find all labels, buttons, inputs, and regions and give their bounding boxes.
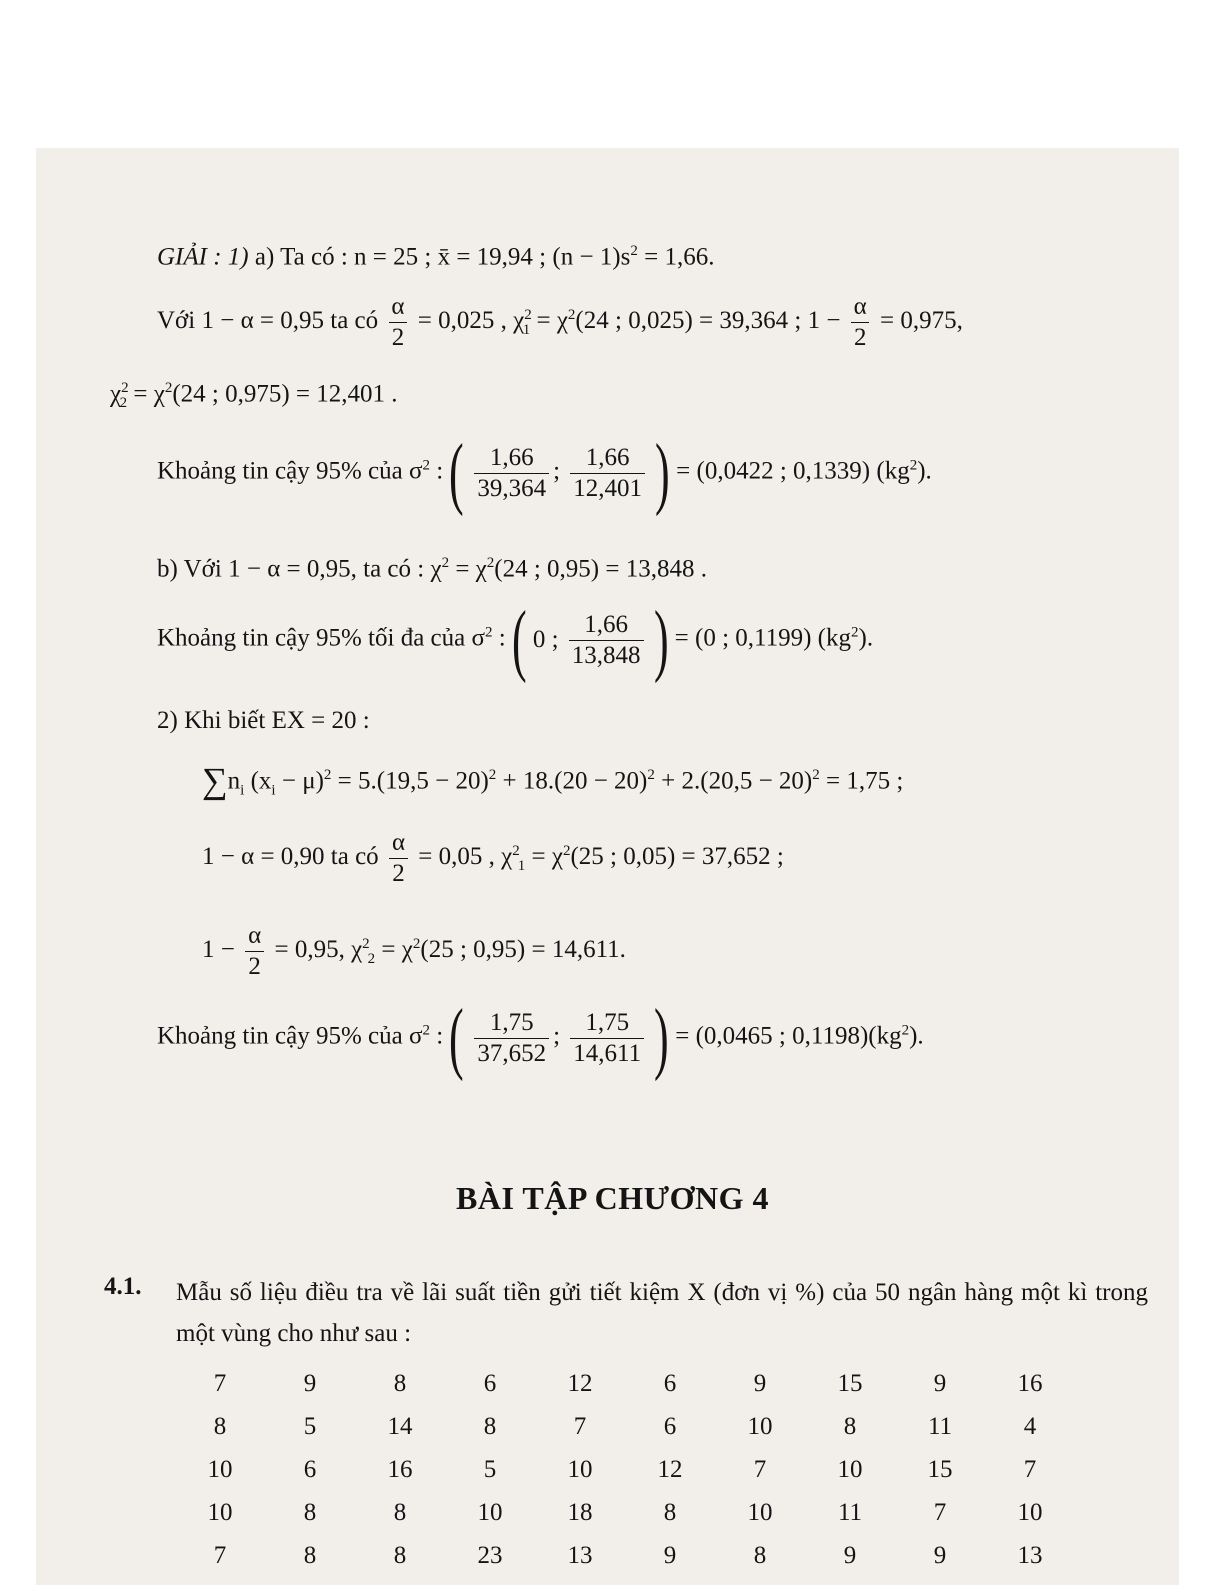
solution-line-1: GIẢI : 1) a) Ta có : n = 25 ; x̄ = 19,94 ; $(n - 1)s^2 = 1,66$. xyxy=(157,243,715,271)
solution-line-3: $\chi^2_2 = \chi^2(24$ ; 0,975) = 12,401 . xyxy=(110,380,398,412)
solution-line-4: Khoảng tin cậy 95% của $\sigma^2$ : ( $\frac{1,66}{39,364}$ ; $\frac{1,66}{12,401}$ ) = (0,0422 ; 0,1339) $(kg^2)$. xyxy=(157,429,932,517)
frac-den: 39,364 xyxy=(474,473,549,504)
line-4-result: = (0,0422 ; 0,1339) (kg xyxy=(676,457,910,485)
line-6-result: = (0 ; 0,1199) (kg xyxy=(674,624,851,652)
solution-line-7 xyxy=(157,706,370,736)
table-cell: 7 xyxy=(933,1498,947,1526)
term-1: = 5.(19,5 − 20) xyxy=(331,767,489,795)
table-cell: 8 xyxy=(303,1498,317,1526)
line-5-eq: = χ xyxy=(449,555,487,583)
line-4-end: ). xyxy=(917,457,932,485)
line-10-chi: = 0,95, χ xyxy=(274,936,363,964)
table-cell: 8 xyxy=(213,1412,227,1440)
table-cell: 6 xyxy=(663,1369,677,1397)
table-cell: 5 xyxy=(303,1412,317,1440)
section-title: BÀI TẬP CHƯƠNG 4 xyxy=(456,1180,769,1216)
line-11-text: Khoảng tin cậy 95% của σ xyxy=(157,1022,423,1050)
left-paren: ( xyxy=(449,994,465,1082)
frac-den: 2 xyxy=(389,322,408,353)
table-cell: 8 xyxy=(393,1541,407,1569)
exercise-text: Mẫu số liệu điều tra về lãi suất tiền gửi tiết kiệm X (đơn vị %) của 50 ngân hàng một kì trong một vùng cho như sau : xyxy=(176,1279,1148,1347)
table-cell: 5 xyxy=(483,1455,497,1483)
solution-line-9: 1 − α = 0,90 ta có $\frac{\alpha}{2}$ = 0,05 , $\chi^2_1 = \chi^2(25$ ; 0,05) = 37,652 ; xyxy=(202,829,784,887)
table-row xyxy=(175,1405,1075,1448)
table-cell: 7 xyxy=(213,1541,227,1569)
line-9-value: (25 ; 0,05) = 37,652 ; xyxy=(570,843,784,871)
fraction-1 xyxy=(474,1008,549,1069)
term-3: + 2.(20,5 − 20) xyxy=(654,767,813,795)
table-cell: 6 xyxy=(303,1455,317,1483)
fraction-2 xyxy=(570,1008,644,1069)
table-cell: 18 xyxy=(567,1498,593,1526)
line-4-colon: : xyxy=(429,457,444,485)
table-cell: 9 xyxy=(933,1541,947,1569)
table-row xyxy=(175,1362,1075,1405)
line-10-eq: = χ xyxy=(375,936,413,964)
line-3-eq: = χ xyxy=(127,380,165,408)
frac-den: 12,401 xyxy=(570,473,645,504)
table-cell: 11 xyxy=(837,1498,863,1526)
solution-line-10: 1 − $\frac{\alpha}{2}$ = 0,95, $\chi^2_2 = \chi^2(25$ ; 0,95) = 14,611. xyxy=(202,922,626,980)
line-5-value: (24 ; 0,95) = 13,848 . xyxy=(494,555,707,583)
table-cell: 8 xyxy=(303,1541,317,1569)
table-row xyxy=(175,1534,1075,1577)
line-5-text: b) Với 1 − α = 0,95, ta có : χ xyxy=(157,555,442,583)
table-cell: 16 xyxy=(1017,1369,1043,1397)
line-2-chi1: = 0,025 , χ xyxy=(417,307,525,335)
line-6-text: Khoảng tin cậy 95% tối đa của σ xyxy=(157,624,485,652)
line-6-end: ). xyxy=(858,624,874,652)
solution-line-8: $\sum n_i$ $(x_i - \mu)^2 = 5.(19,5 - 20)^2 + 18.(20 - 20)^2 + 2.(20,5 - 20)^2 = 1,75$ ; xyxy=(202,760,904,801)
table-cell: 10 xyxy=(567,1455,593,1483)
line-2-end: = 0,975, xyxy=(880,307,963,335)
line-11-end: ). xyxy=(909,1022,924,1050)
table-cell: 8 xyxy=(483,1412,497,1440)
table-cell: 9 xyxy=(303,1369,317,1397)
line-2-value: (24 ; 0,025) = 39,364 ; 1 − xyxy=(575,307,841,335)
line-3-chi2: χ xyxy=(110,380,122,408)
line-11-result: = (0,0465 ; 0,1198)(kg xyxy=(675,1022,902,1050)
table-cell: 14 xyxy=(387,1412,413,1440)
table-cell: 12 xyxy=(567,1369,593,1397)
n-i: n xyxy=(227,767,241,795)
table-cell: 10 xyxy=(477,1498,503,1526)
table-cell: 7 xyxy=(213,1369,227,1397)
data-table xyxy=(175,1362,1075,1577)
frac-den: 2 xyxy=(851,322,870,353)
table-cell: 11 xyxy=(927,1412,953,1440)
table-cell: 10 xyxy=(747,1412,773,1440)
table-cell: 10 xyxy=(207,1498,233,1526)
solution-line-2: Với 1 − α = 0,95 ta có $\frac{\alpha}{2}$ = 0,025 , $\chi^2_1 = \chi^2(24$ ; 0,025) = 39,364 ; 1 − $\frac{\alpha}{2}$ = 0,975, xyxy=(157,293,963,351)
table-cell: 8 xyxy=(843,1412,857,1440)
line-6-colon: : xyxy=(492,624,506,652)
line-1-tail: = 1,66. xyxy=(637,243,715,271)
exercise-number: 4.1. xyxy=(104,1273,142,1300)
line-9-chi: = 0,05 , χ xyxy=(418,843,513,871)
left-paren: ( xyxy=(449,429,465,517)
fraction-alpha-over-2 xyxy=(389,828,408,889)
line-7-text: 2) Khi biết EX = 20 : xyxy=(157,707,370,734)
line-8-result: = 1,75 ; xyxy=(819,767,904,795)
frac-den: 14,611 xyxy=(570,1038,644,1069)
line-3-value: (24 ; 0,975) = 12,401 . xyxy=(172,380,398,408)
table-cell: 6 xyxy=(663,1412,677,1440)
table-row xyxy=(175,1448,1075,1491)
table-cell: 9 xyxy=(933,1369,947,1397)
solution-heading: GIẢI : 1) xyxy=(157,243,249,271)
minus-mu: − μ) xyxy=(275,767,324,795)
fraction-2 xyxy=(570,443,645,504)
fraction-alpha-over-2 xyxy=(388,292,407,353)
frac-num: α xyxy=(391,829,406,856)
left-paren: ( xyxy=(511,596,527,684)
table-cell: 15 xyxy=(837,1369,863,1397)
line-9-eq: = χ xyxy=(525,843,563,871)
term-2: + 18.(20 − 20) xyxy=(496,767,648,795)
fraction-alpha-over-2 xyxy=(245,921,264,982)
frac-num: 1,66 xyxy=(585,443,630,471)
line-2-eq: = χ xyxy=(530,307,568,335)
line-1-text: a) Ta có : n = 25 ; x̄ = 19,94 ; (n − 1)s xyxy=(254,243,631,271)
table-cell: 9 xyxy=(663,1541,677,1569)
solution-line-6: Khoảng tin cậy 95% tối đa của $\sigma^2$ : ( 0 ; $\frac{1,66}{13,848}$ ) = (0 ; 0,1199) $(kg^2)$. xyxy=(157,596,874,684)
table-cell: 8 xyxy=(393,1369,407,1397)
frac-den: 2 xyxy=(245,951,264,982)
table-cell: 10 xyxy=(837,1455,863,1483)
line-9-text: 1 − α = 0,90 ta có xyxy=(202,843,379,871)
table-cell: 8 xyxy=(753,1541,767,1569)
frac-den: 37,652 xyxy=(474,1038,549,1069)
frac-num: 1,75 xyxy=(489,1008,534,1036)
table-cell: 12 xyxy=(657,1455,683,1483)
frac-den: 13,848 xyxy=(569,640,644,671)
table-cell: 4 xyxy=(1023,1412,1037,1440)
table-cell: 10 xyxy=(747,1498,773,1526)
table-cell: 7 xyxy=(573,1412,587,1440)
table-cell: 10 xyxy=(207,1455,233,1483)
frac-num: 1,75 xyxy=(585,1008,630,1036)
table-cell: 15 xyxy=(927,1455,953,1483)
table-cell: 13 xyxy=(1017,1541,1043,1569)
table-cell: 16 xyxy=(387,1455,413,1483)
solution-line-5: b) Với 1 − α = 0,95, ta có : $\chi^2 = \chi^2(24$ ; 0,95) = 13,848 . xyxy=(157,555,707,583)
fraction-1 xyxy=(474,443,549,504)
table-cell: 23 xyxy=(477,1541,503,1569)
fraction-1 xyxy=(569,610,644,671)
line-11-colon: : xyxy=(429,1022,444,1050)
line-6-zero: 0 ; xyxy=(532,626,559,653)
frac-num: α xyxy=(391,293,405,320)
table-cell: 7 xyxy=(1023,1455,1037,1483)
line-4-text: Khoảng tin cậy 95% của σ xyxy=(157,457,423,485)
frac-num: 1,66 xyxy=(584,610,629,638)
table-cell: 8 xyxy=(663,1498,677,1526)
table-cell: 9 xyxy=(843,1541,857,1569)
fraction-alpha-over-2-b xyxy=(851,292,870,353)
table-cell: 6 xyxy=(483,1369,497,1397)
right-paren: ) xyxy=(653,596,669,684)
line-10-text: 1 − xyxy=(202,936,235,964)
table-cell: 7 xyxy=(753,1455,767,1483)
line-10-value: (25 ; 0,95) = 14,611. xyxy=(420,936,626,964)
frac-num: α xyxy=(853,293,867,320)
frac-num: 1,66 xyxy=(489,443,534,471)
solution-line-11: Khoảng tin cậy 95% của $\sigma^2$ : ( $\frac{1,75}{37,652}$ ; $\frac{1,75}{14,611}$ ) = (0,0465 ; $0,1198)(kg^2)$. xyxy=(157,994,924,1082)
line-2-text: Với 1 − α = 0,95 ta có xyxy=(157,307,379,335)
x-i: (x xyxy=(250,767,272,795)
table-cell: 9 xyxy=(753,1369,767,1397)
right-paren: ) xyxy=(654,994,670,1082)
table-cell: 13 xyxy=(567,1541,593,1569)
frac-num: α xyxy=(248,922,262,949)
table-cell: 8 xyxy=(393,1498,407,1526)
sum-symbol: ∑ xyxy=(202,760,228,801)
table-cell: 10 xyxy=(1017,1498,1043,1526)
right-paren: ) xyxy=(655,429,670,517)
table-row xyxy=(175,1491,1075,1534)
frac-den: 2 xyxy=(389,858,408,889)
